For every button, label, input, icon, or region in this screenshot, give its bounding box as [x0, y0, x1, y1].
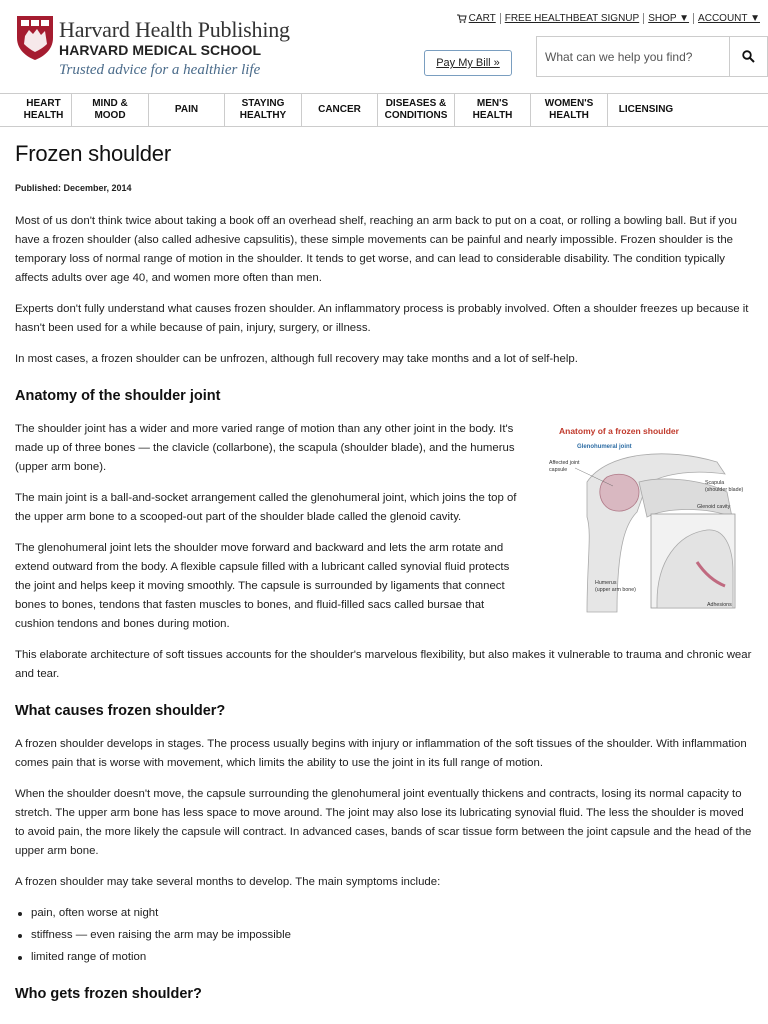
paragraph: A frozen shoulder may take several months to develop. The main symptoms include:	[15, 876, 441, 888]
nav-label: DISEASES & CONDITIONS	[384, 98, 448, 121]
paragraph: This elaborate architecture of soft tissues accounts for the shoulder's marvelous flexibility, but also makes it vulnerable to trauma and chronic wear and tear.	[15, 649, 752, 680]
nav-label: HEART HEALTH	[23, 98, 64, 121]
list-item: limited range of motion	[15, 948, 755, 967]
label-glenoid: Glenoid cavity	[697, 504, 731, 510]
paragraph: A frozen shoulder develops in stages. The process usually begins with injury or inflammation of the soft tissues of the shoulder. With inflammation comes pain that is worse with movement, which limits the ability to use the joint in its full range of motion.	[15, 738, 747, 769]
nav-label: STAYING HEALTHY	[239, 98, 287, 121]
cart-icon[interactable]	[457, 14, 467, 23]
paragraph: Most of us don't think twice about taking a book off an overhead shelf, reaching an arm back to put on a coat, or rolling a bowling ball. But if you have a frozen shoulder (also called adhesive capsulitis), these simple movements can be painful and nearly impossible. Frozen shoulder is the temporary loss of normal range of motion in the shoulder. It tends to get worse, and can lead to considerable disability. The condition typically affects adults over age 40, and women more often than men.	[15, 215, 737, 284]
section-heading-who: Who gets frozen shoulder?	[15, 986, 202, 1002]
list-item: stiffness — even raising the arm may be impossible	[15, 926, 755, 945]
brand-title[interactable]: Harvard Health Publishing	[59, 17, 290, 42]
label-humerus: Humerus	[595, 580, 617, 586]
cart-link[interactable]: CART	[468, 13, 496, 24]
healthbeat-signup-link[interactable]: FREE HEALTHBEAT SIGNUP	[504, 13, 640, 24]
nav-cancer[interactable]	[302, 94, 378, 126]
nav-label: MIND & MOOD	[92, 98, 128, 121]
nav-mind-mood[interactable]	[72, 94, 149, 126]
shop-menu[interactable]: SHOP ▼	[648, 13, 690, 24]
nav-womens-health[interactable]	[531, 94, 608, 126]
nav-label: CANCER	[318, 104, 361, 115]
search-button[interactable]	[729, 37, 767, 76]
paragraph: Experts don't fully understand what causes frozen shoulder. An inflammatory process is probably involved. Often a shoulder freezes up because it hasn't been used for a while because of pain, injury, surgery, or illness.	[15, 303, 749, 334]
search-icon	[742, 50, 755, 63]
section-heading-anatomy: Anatomy of the shoulder joint	[15, 388, 221, 404]
utility-nav	[457, 13, 764, 24]
paragraph: The main joint is a ball-and-socket arrangement called the glenohumeral joint, which joins the top of the upper arm bone to a scooped-out part of the shoulder blade called the glenoid cavity.	[15, 492, 517, 523]
paragraph: The glenohumeral joint lets the shoulder move forward and backward and lets the arm rotate and extend outward from the body. A flexible capsule filled with a lubricant called synovial fluid protects the joint and helps keep it moving smoothly. The capsule is surrounded by ligaments that connect bones to bones, tendons that fasten muscles to bones, and fluid-filled sacs called bursae that cushion tendons and bones during motion.	[15, 542, 510, 630]
nav-staying-healthy[interactable]	[225, 94, 302, 126]
label-scapula: Scapula	[705, 480, 725, 486]
label-adhesions: Adhesions	[707, 602, 732, 608]
nav-label: MEN'S HEALTH	[472, 98, 513, 121]
label-affected-capsule-2: capsule	[549, 467, 568, 473]
frozen-shoulder-anatomy-illustration	[547, 422, 747, 622]
article	[15, 140, 755, 1018]
nav-licensing[interactable]	[608, 94, 684, 126]
label-humerus-2: (upper arm bone)	[595, 587, 636, 593]
label-affected-capsule: Affected joint	[549, 460, 580, 466]
published-date: Published: December, 2014	[15, 183, 132, 193]
nav-heart-health[interactable]	[0, 94, 72, 126]
account-menu[interactable]: ACCOUNT ▼	[698, 13, 760, 24]
main-nav	[0, 93, 768, 127]
figure-subtitle: Glenohumeral joint	[577, 444, 632, 450]
figure-title: Anatomy of a frozen shoulder	[559, 426, 679, 436]
nav-label: PAIN	[174, 104, 199, 115]
nav-label: LICENSING	[618, 104, 674, 115]
affected-capsule-shape	[600, 474, 639, 511]
section-heading-causes: What causes frozen shoulder?	[15, 703, 226, 719]
harvard-shield-logo[interactable]	[15, 14, 55, 62]
nav-diseases-conditions[interactable]	[378, 94, 455, 126]
nav-pain[interactable]	[149, 94, 225, 126]
pay-my-bill-button[interactable]: Pay My Bill »	[424, 50, 512, 76]
paragraph: The shoulder joint has a wider and more varied range of motion than any other joint in the body. It's made up of three bones — the clavicle (collarbone), the scapula (shoulder blade), and the humerus (upper arm bone).	[15, 423, 515, 473]
brand-tagline: Trusted advice for a healthier life	[59, 62, 261, 78]
search-box	[536, 36, 768, 77]
nav-mens-health[interactable]	[455, 94, 531, 126]
brand-school: HARVARD MEDICAL SCHOOL	[59, 42, 262, 58]
list-item: pain, often worse at night	[15, 904, 755, 923]
symptom-list	[15, 904, 755, 967]
article-title: Frozen shoulder	[15, 141, 171, 166]
paragraph: In most cases, a frozen shoulder can be unfrozen, although full recovery may take months and a lot of self-help.	[15, 353, 578, 365]
site-header	[0, 0, 768, 93]
paragraph: When the shoulder doesn't move, the capsule surrounding the glenohumeral joint eventually thickens and contracts, losing its normal capacity to stretch. The upper arm bone has less space to move around. The joint may also lose its lubricating synovial fluid. The less the shoulder is moved to avoid pain, the more likely the capsule will contract. In advanced cases, bands of scar tissue form between the joint capsule and the head of the upper arm bone.	[15, 788, 752, 857]
nav-label: WOMEN'S HEALTH	[544, 98, 594, 121]
label-scapula-2: (shoulder blade)	[705, 487, 744, 493]
search-input[interactable]	[537, 37, 729, 76]
